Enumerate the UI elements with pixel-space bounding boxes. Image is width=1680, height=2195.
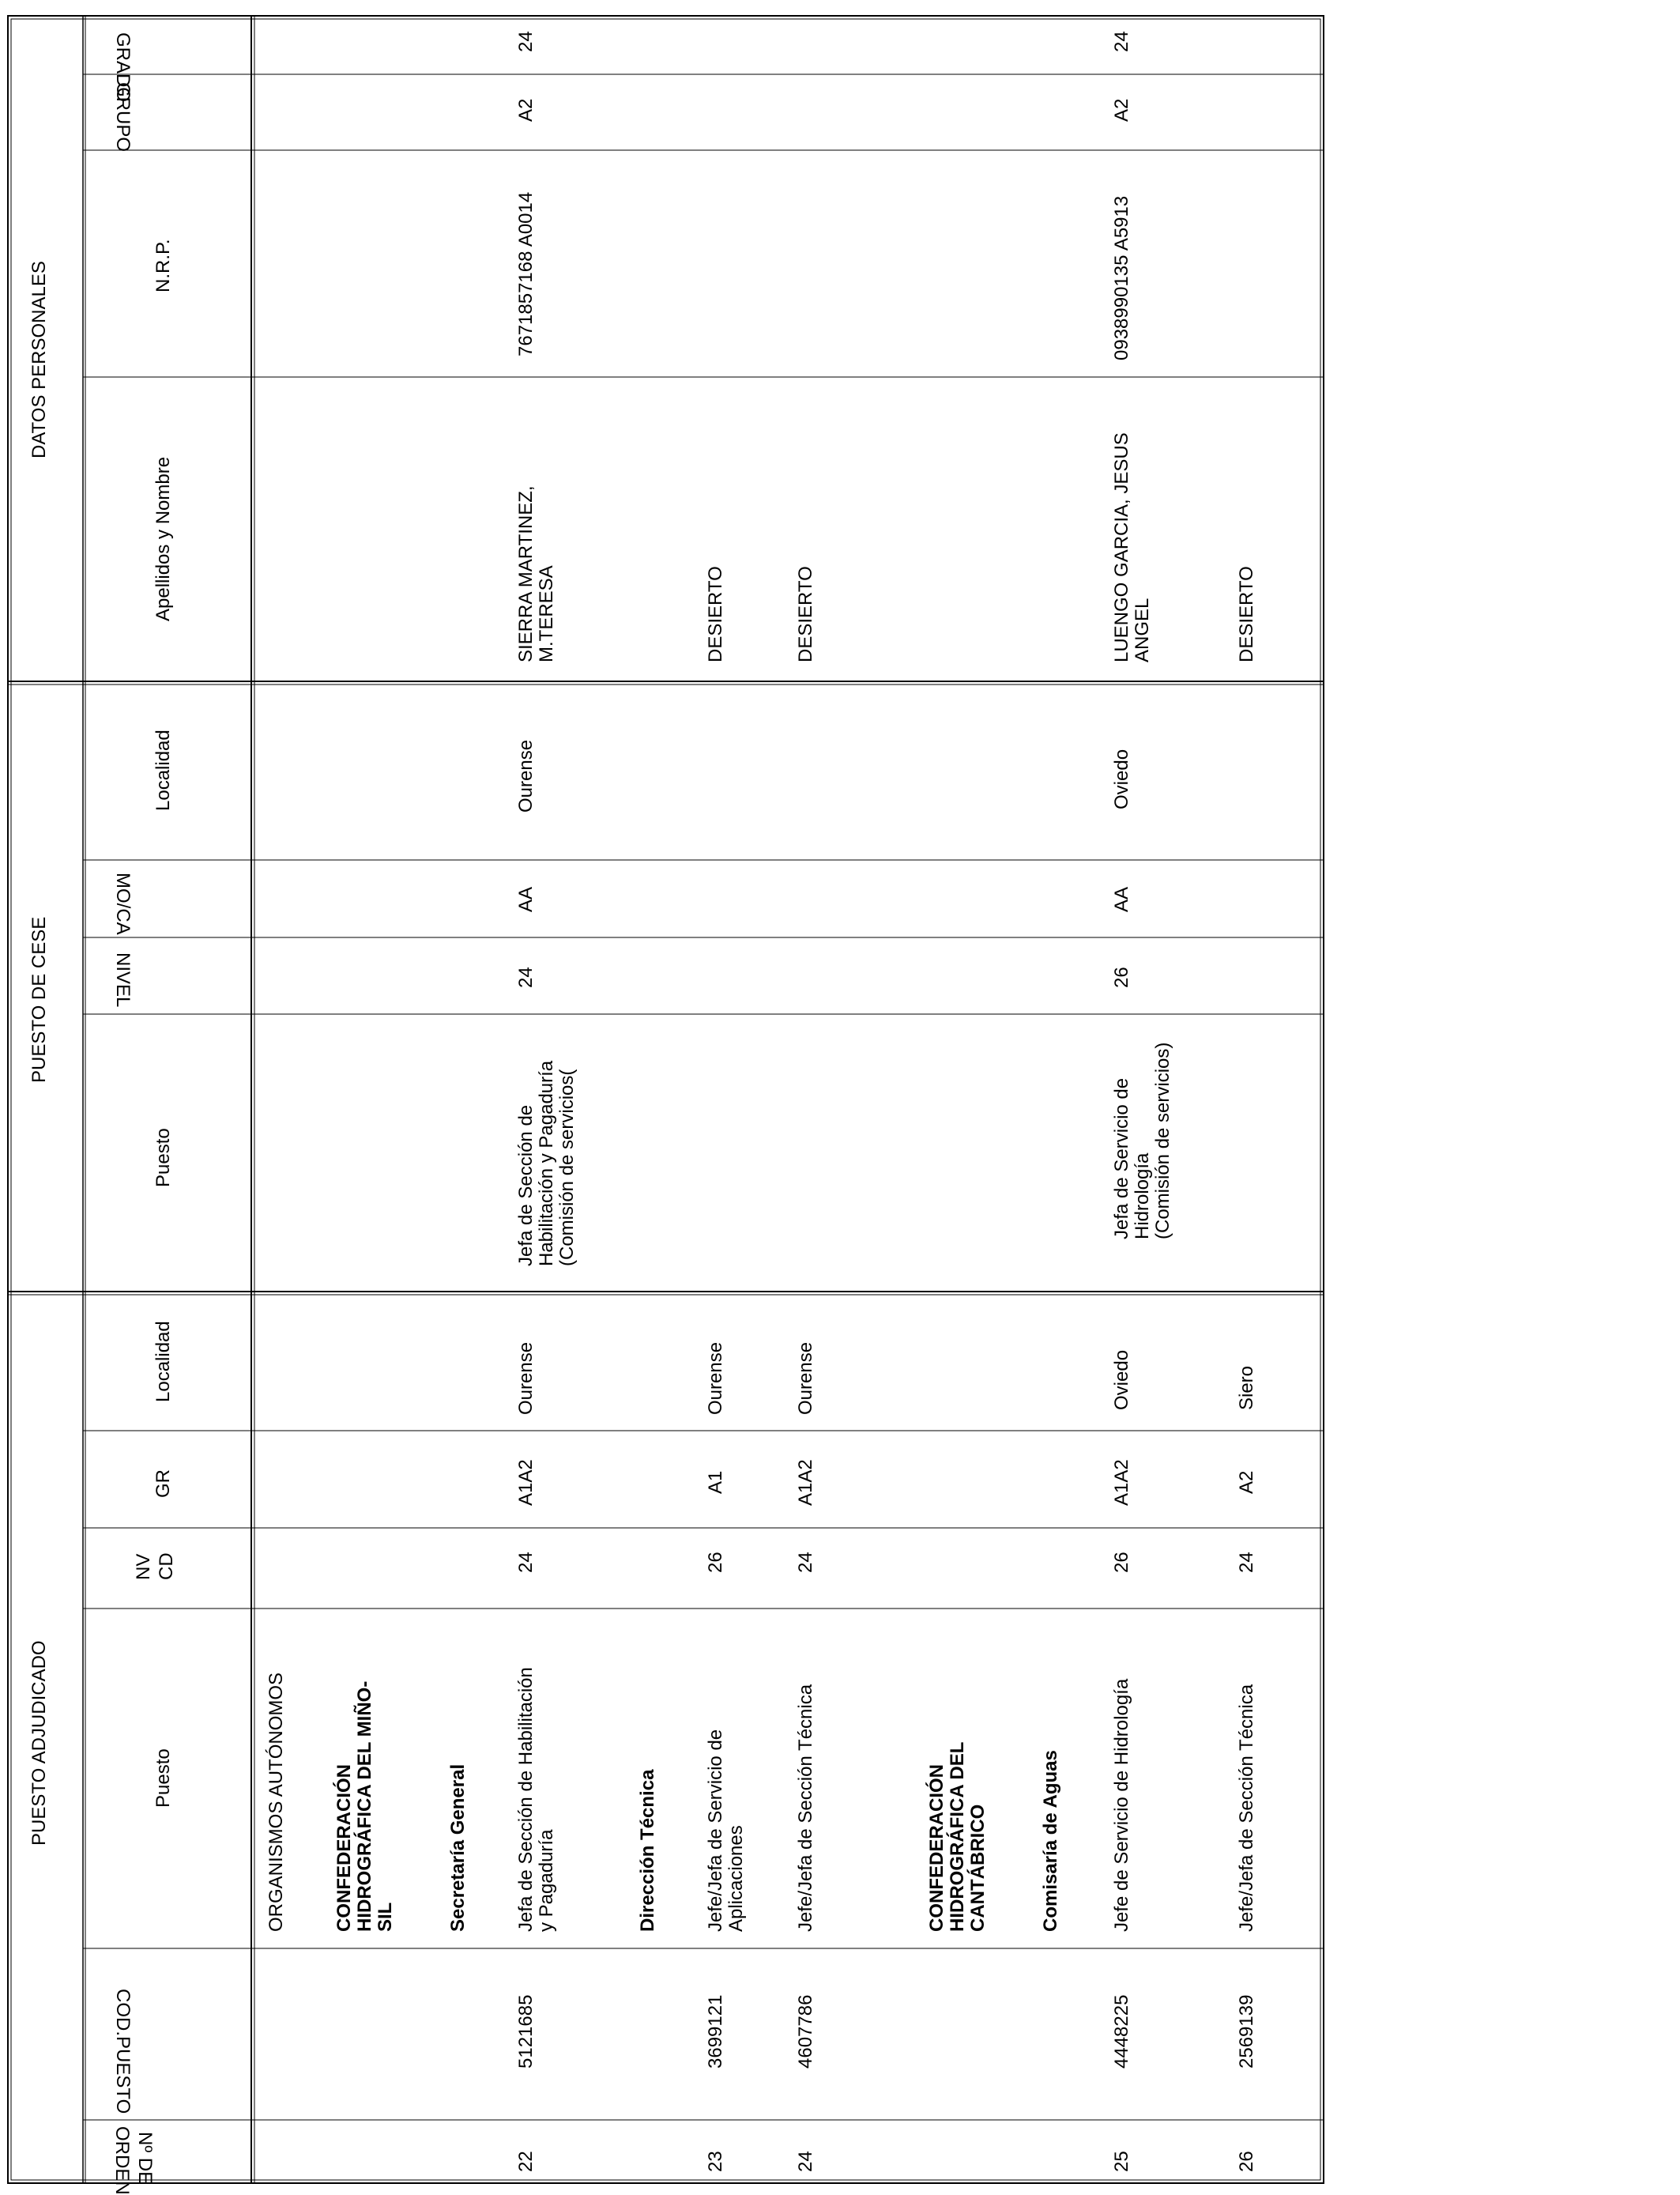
header-gr: GR [153,1469,174,1498]
localidad: Ourense [795,1341,816,1415]
cod-puesto: 2569139 [1236,1994,1257,2069]
header-orden-1: Nº DE [134,2132,156,2185]
section-chms-1: CONFEDERACIÓN [333,1763,355,1932]
header-cd: CD [156,1552,177,1580]
cese-puesto: (Comisión de servicios) [1152,1042,1173,1239]
cese-moca: AA [1111,886,1132,912]
cese-localidad: Oviedo [1111,749,1132,809]
cese-puesto: Jefa de Servicio de [1111,1077,1132,1239]
nombre: ANGEL [1132,598,1153,662]
group-header-personales: DATOS PERSONALES [28,261,50,458]
cod-puesto: 4607786 [795,1994,816,2069]
nombre: LUENGO GARCIA, JESUS [1111,432,1132,662]
puesto: Jefa de Sección de Habilitación [515,1667,537,1932]
puesto: Jefe de Servicio de Hidrología [1111,1678,1132,1932]
puesto: Jefe/Jefa de Servicio de [705,1729,726,1932]
header-cese-localidad: Localidad [153,730,174,811]
group-header-adjudicado: PUESTO ADJUDICADO [28,1640,50,1846]
cod-puesto: 4448225 [1111,1994,1132,2069]
cese-nivel: 24 [515,967,537,988]
section-chms-2: HIDROGRÁFICA DEL MIÑO- [354,1680,375,1932]
gr: A1A2 [1111,1459,1132,1506]
header-orden-2: ORDEN [111,2126,133,2195]
grupo: A2 [515,98,537,122]
section-chc-3: CANTÁBRICO [967,1804,989,1932]
nombre: SIERRA MARTINEZ, [515,485,537,662]
nv-cd: 24 [515,1552,537,1573]
section-chms-3: SIL [375,1902,396,1932]
cod-puesto: 5121685 [515,1994,537,2069]
header-nivel: NIVEL [112,952,134,1008]
nombre: M.TERESA [536,565,557,662]
gr: A2 [1236,1470,1257,1494]
group-header-cese: PUESTO DE CESE [28,916,50,1083]
section-comisaria: Comisaría de Aguas [1040,1750,1061,1932]
header-nombre: Apellidos y Nombre [153,456,174,621]
cese-localidad: Ourense [515,739,537,813]
cod-puesto: 3699121 [705,1994,726,2069]
header-localidad: Localidad [153,1321,174,1402]
section-secretaria: Secretaría General [447,1763,469,1932]
puesto: Aplicaciones [725,1825,747,1932]
nv-cd: 26 [705,1552,726,1573]
orden: 23 [705,2151,726,2172]
grupo: A2 [1111,98,1132,122]
orden: 25 [1111,2151,1132,2172]
header-cod: COD.PUESTO [112,1989,134,2114]
cese-puesto: (Comisión de servicios( [556,1069,578,1266]
cese-nivel: 26 [1111,967,1132,988]
localidad: Siero [1236,1365,1257,1410]
nv-cd: 24 [1236,1552,1257,1573]
cese-puesto: Jefa de Sección de [515,1104,537,1266]
nombre: DESIERTO [705,566,726,662]
nrp: 7671857168 A0014 [515,191,537,356]
orden: 22 [515,2151,537,2172]
header-puesto: Puesto [153,1748,174,1808]
puesto: y Pagaduría [536,1829,557,1932]
header-moca: MO/CA [112,873,134,935]
header-grupo: GRUPO [112,82,134,153]
grado: 24 [1111,31,1132,52]
nv-cd: 26 [1111,1552,1132,1573]
gr: A1 [705,1470,726,1494]
cese-puesto: Hidrología [1132,1152,1153,1239]
nv-cd: 24 [795,1552,816,1573]
localidad: Oviedo [1111,1349,1132,1410]
orden: 24 [795,2151,816,2172]
nombre: DESIERTO [1236,566,1257,662]
nombre: DESIERTO [795,566,816,662]
section-chc-2: HIDROGRÁFICA DEL [947,1741,968,1932]
header-nv: NV [133,1553,154,1580]
orden: 26 [1236,2151,1257,2172]
puesto: Jefe/Jefa de Sección Técnica [795,1684,816,1932]
cese-puesto: Habilitación y Pagaduría [536,1060,557,1266]
header-nrp: N.R.P. [153,239,174,292]
section-organismos: ORGANISMOS AUTÓNOMOS [266,1672,287,1932]
header-cese-puesto: Puesto [153,1128,174,1187]
gr: A1A2 [515,1459,537,1506]
puesto: Jefe/Jefa de Sección Técnica [1236,1684,1257,1932]
section-chc-1: CONFEDERACIÓN [926,1763,947,1932]
grado: 24 [515,31,537,52]
gr: A1A2 [795,1459,816,1506]
localidad: Ourense [705,1341,726,1415]
section-direccion: Dirección Técnica [637,1769,658,1932]
localidad: Ourense [515,1341,537,1415]
cese-moca: AA [515,886,537,912]
nrp: 0938990135 A5913 [1111,195,1132,360]
header-grado: GRADO [112,32,134,103]
